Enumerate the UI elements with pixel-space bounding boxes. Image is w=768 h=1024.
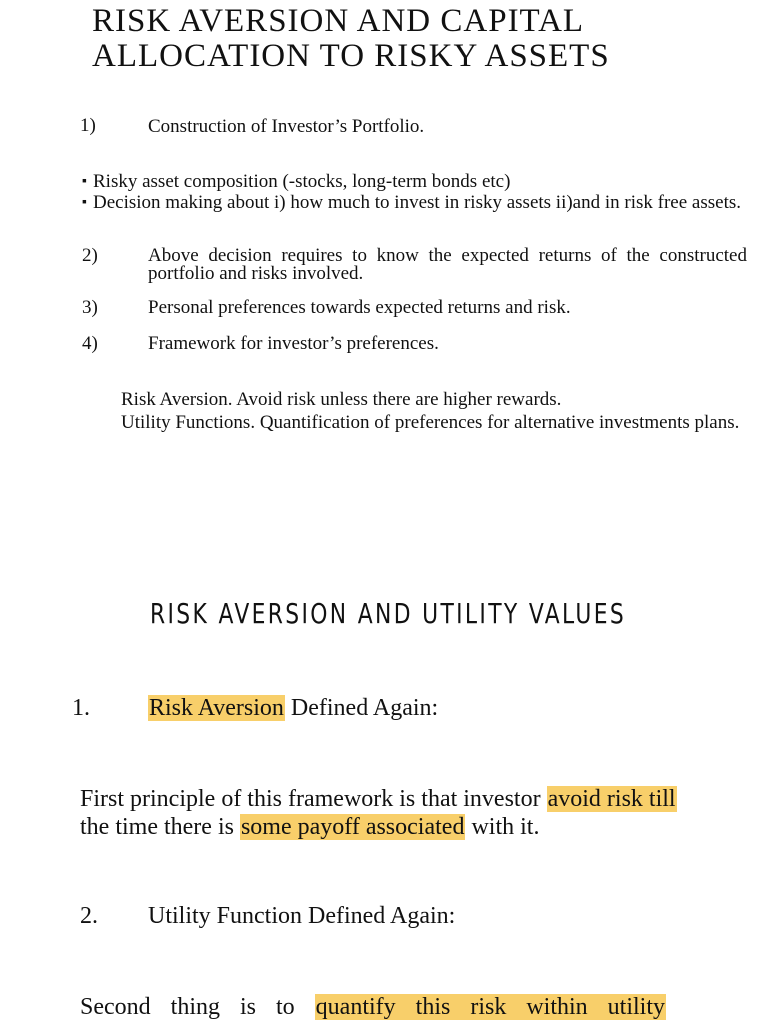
item3-text: Personal preferences towards expected returns and risk. (148, 297, 571, 318)
slide1-title-line1: RISK AVERSION AND CAPITAL (92, 3, 585, 39)
item4-number: 4) (82, 333, 98, 354)
s2-paragraph1 (80, 785, 700, 841)
highlight-risk-aversion: Risk Aversion (149, 695, 284, 721)
s2-item2-number: 2. (80, 903, 98, 929)
highlight-avoid-risk: avoid risk till (547, 786, 676, 812)
slide2-title: RISK AVERSION AND UTILITY VALUES (150, 597, 627, 630)
bullet2-text: Decision making about i) how much to invest in risky assets ii)and in risk free assets. (93, 192, 741, 213)
s2-item1-rest: Defined Again: (284, 695, 439, 721)
s2-paragraph2 (80, 993, 666, 1021)
highlight-quantify-risk: quantify this risk within utility (315, 994, 666, 1020)
para1-part-c: with it. (465, 814, 540, 840)
s2-item1-text (148, 694, 438, 722)
risk-aversion-line: Risk Aversion. Avoid risk unless there are higher rewards. (121, 389, 562, 410)
slide1-title-line2: ALLOCATION TO RISKY ASSETS (92, 38, 610, 74)
item2-text: Above decision requires to know the expected returns of the constructed portfolio and risks involved. (148, 245, 747, 284)
item1-number: 1) (80, 115, 96, 136)
item1-text: Construction of Investor’s Portfolio. (148, 116, 425, 137)
s2-item2-text: Utility Function Defined Again: (148, 903, 456, 929)
item3-number: 3) (82, 297, 98, 318)
item2-number: 2) (82, 245, 98, 266)
slide1-title (92, 4, 732, 74)
para1-part-a: First principle of this framework is that investor (80, 786, 547, 812)
para2-part-a: Second thing is to (80, 994, 315, 1020)
bullet2-marker: ▪ (82, 195, 87, 210)
bullet1-marker: ▪ (82, 174, 87, 189)
highlight-some-payoff: some payoff associated (240, 814, 465, 840)
bullet1-text: Risky asset composition (-stocks, long-term bonds etc) (93, 171, 511, 192)
utility-functions-line: Utility Functions. Quantification of preferences for alternative investments plans. (121, 412, 740, 433)
para1-part-b: the time there is (80, 814, 240, 840)
item4-text: Framework for investor’s preferences. (148, 333, 439, 354)
s2-item1-number: 1. (72, 695, 90, 721)
